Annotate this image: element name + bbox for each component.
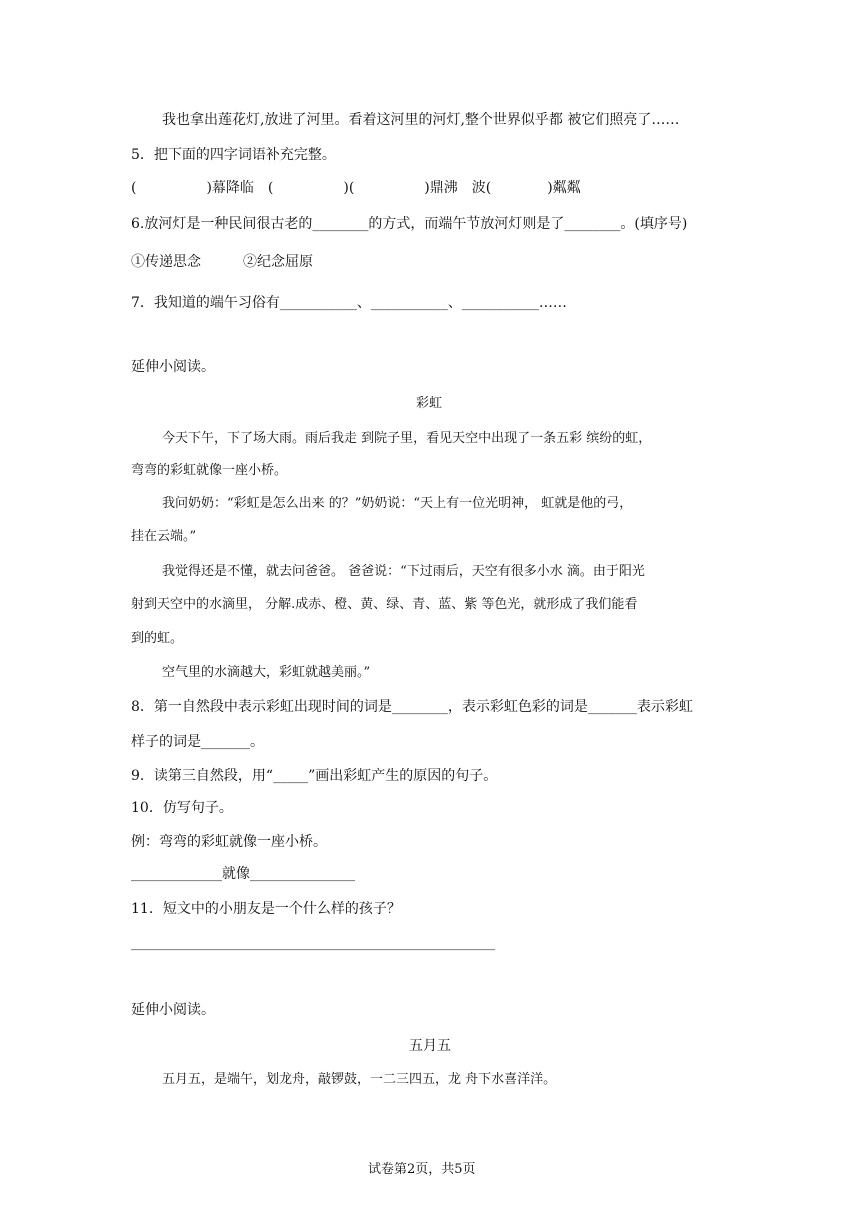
q8-line2: 样子的词是_______。	[131, 734, 264, 750]
rainbow-p2-line2: 挂在云端。”	[131, 529, 197, 544]
q5-blanks: ( )幕降临 ( )( )鼎沸 波( )粼粼	[131, 180, 581, 196]
rainbow-p4-line1: 空气里的水滴越大，彩虹就越美丽。”	[162, 665, 371, 680]
q11-prompt: 11．短文中的小朋友是一个什么样的孩子？	[131, 901, 401, 917]
section2-heading: 延伸小阅读。	[131, 359, 215, 375]
rainbow-p3-line2: 射到天空中的水滴里， 分解.成赤、橙、黄、绿、青、蓝、紫 等色光，就形成了我们能看	[131, 597, 638, 612]
section3-title: 五月五	[409, 1038, 451, 1054]
q10-example: 例：弯弯的彩虹就像一座小桥。	[131, 834, 327, 850]
q9-prompt: 9．读第三自然段，用“_____”画出彩虹产生的原因的句子。	[131, 768, 498, 784]
q10-prompt: 10．仿写句子。	[131, 800, 233, 816]
q7-prompt: 7．我知道的端午习俗有___________、___________、___________……	[131, 295, 567, 311]
q10-answer-line: _____________就像_______________	[131, 866, 355, 882]
passage1-last-line: 我也拿出莲花灯,放进了河里。看着这河里的河灯,整个世界似乎都 被它们照亮了……	[162, 112, 680, 128]
q6-prompt: 6.放河灯是一种民间很古老的________的方式，而端午节放河灯则是了________。(填序号)	[131, 216, 688, 232]
rainbow-p1-line1: 今天下午，下了场大雨。雨后我走 到院子里，看见天空中出现了一条五彩 缤纷的虹，	[162, 431, 652, 446]
q8-line1: 8．第一自然段中表示彩虹出现时间的词是________，表示彩虹色彩的词是_______表示彩虹	[131, 699, 693, 715]
rainbow-p3-line3: 到的虹。	[131, 631, 184, 646]
section2-title: 彩虹	[416, 396, 443, 411]
rainbow-p2-line1: 我问奶奶：“彩虹是怎么出来 的？”奶奶说：“天上有一位光明神， 虹就是他的弓，	[162, 496, 633, 511]
page-footer: 试卷第2页，共5页	[368, 1162, 476, 1177]
rainbow-p1-line2: 弯弯的彩虹就像一座小桥。	[131, 463, 288, 478]
q5-prompt: 5．把下面的四字词语补充完整。	[131, 147, 336, 163]
q11-answer-line: ____________________________________________________	[131, 935, 495, 951]
q6-options: ①传递思念 ②纪念屈原	[131, 254, 313, 270]
may-fifth-line1: 五月五，是端午，划龙舟，敲锣鼓，一二三四五，龙 舟下水喜洋洋。	[162, 1072, 557, 1087]
rainbow-p3-line1: 我觉得还是不懂，就去问爸爸。 爸爸说：“下过雨后，天空有很多小水 滴。由于阳光	[162, 564, 645, 579]
section3-heading: 延伸小阅读。	[131, 1002, 215, 1018]
